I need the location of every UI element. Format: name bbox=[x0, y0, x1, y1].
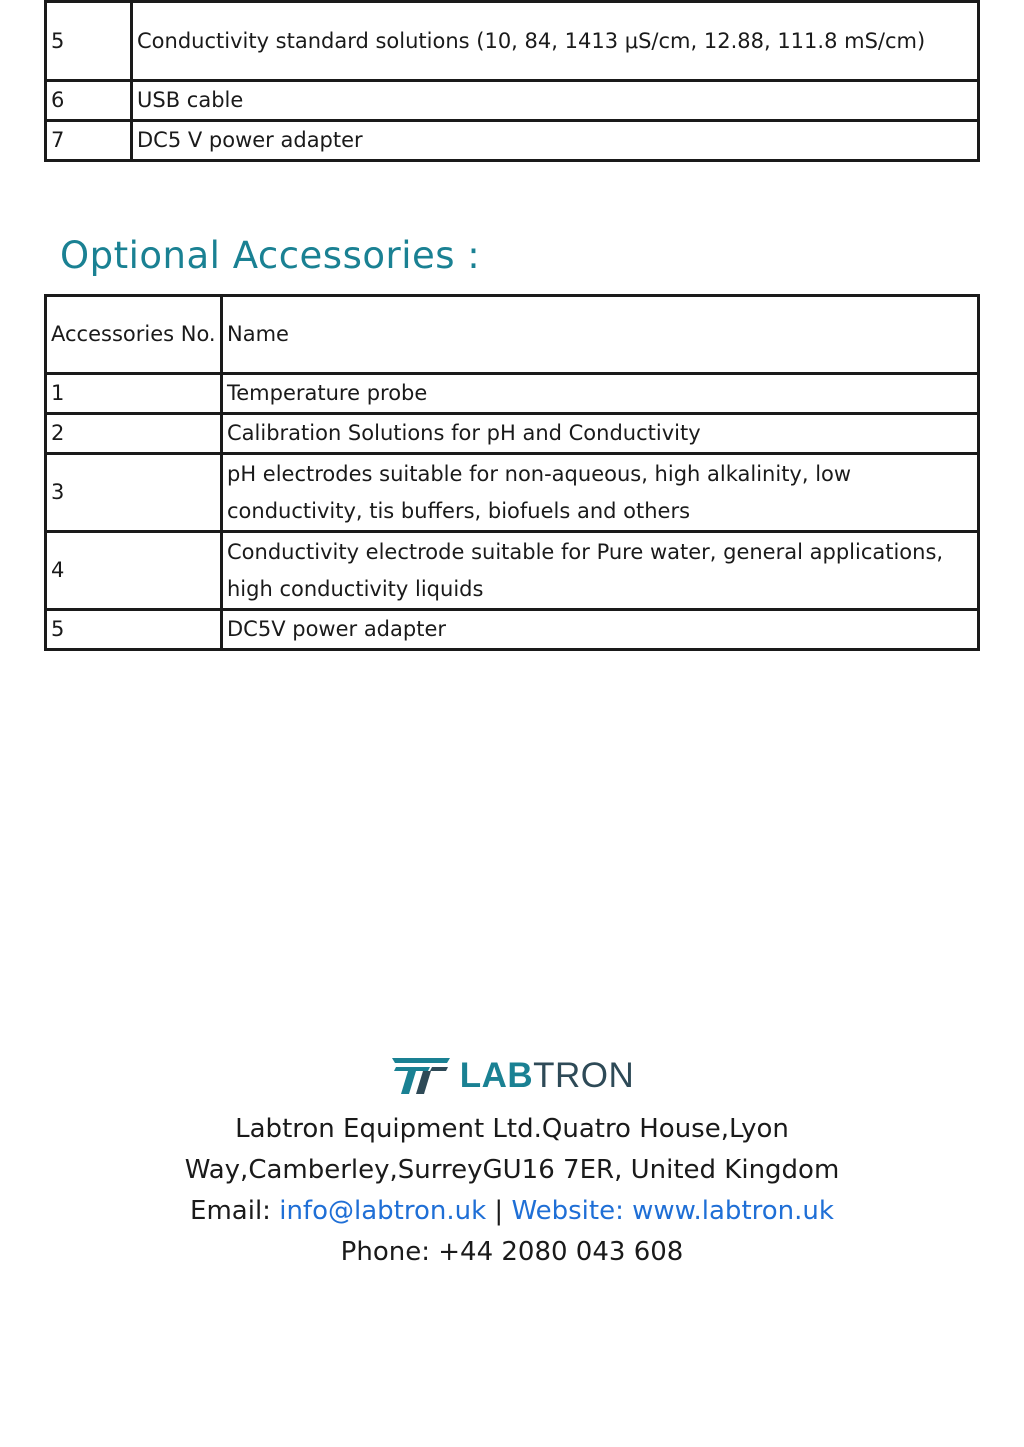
optional-accessories-table bbox=[44, 294, 980, 651]
logo-text-lab: LAB bbox=[459, 1056, 534, 1095]
table-row bbox=[46, 81, 979, 121]
table-row bbox=[46, 414, 979, 454]
separator: | bbox=[494, 1196, 504, 1226]
item-no-cell: 7 bbox=[46, 121, 132, 161]
accessory-no-cell: 1 bbox=[46, 374, 222, 414]
accessory-name-cell: Calibration Solutions for pH and Conductivity bbox=[222, 414, 979, 454]
item-name-cell: USB cable bbox=[132, 81, 979, 121]
accessory-name-cell: Temperature probe bbox=[222, 374, 979, 414]
company-footer bbox=[0, 1050, 1024, 1273]
contact-line bbox=[0, 1191, 1024, 1232]
accessory-no-cell: 5 bbox=[46, 610, 222, 650]
table-row bbox=[46, 2, 979, 81]
logo-text-tron: TRON bbox=[533, 1056, 635, 1095]
table-row bbox=[46, 121, 979, 161]
table-row bbox=[46, 374, 979, 414]
item-no-cell: 6 bbox=[46, 81, 132, 121]
item-no-cell: 5 bbox=[46, 2, 132, 81]
table-row bbox=[46, 610, 979, 650]
phone-line: Phone: +44 2080 043 608 bbox=[340, 1237, 684, 1267]
header-accessories-no: Accessories No. bbox=[46, 296, 222, 374]
accessory-name-cell: pH electrodes suitable for non-aqueous, high alkalinity, low conductivity, tis buffers, biofuels and others bbox=[222, 454, 979, 532]
header-name: Name bbox=[222, 296, 979, 374]
accessory-name-cell: DC5V power adapter bbox=[222, 610, 979, 650]
email-label: Email: bbox=[190, 1196, 271, 1226]
accessory-no-cell: 2 bbox=[46, 414, 222, 454]
website-link[interactable]: Website: www.labtron.uk bbox=[511, 1196, 834, 1226]
table-row bbox=[46, 532, 979, 610]
accessory-no-cell: 4 bbox=[46, 532, 222, 610]
optional-accessories-heading: Optional Accessories : bbox=[60, 234, 481, 277]
included-items-table bbox=[44, 0, 980, 162]
table-row bbox=[46, 454, 979, 532]
labtron-logo bbox=[390, 1050, 635, 1102]
labtron-logo-icon bbox=[390, 1056, 452, 1096]
item-name-cell: Conductivity standard solutions (10, 84, 1413 μS/cm, 12.88, 111.8 mS/cm) bbox=[132, 2, 979, 81]
address-line-1: Labtron Equipment Ltd.Quatro House,Lyon bbox=[235, 1114, 789, 1144]
item-name-cell: DC5 V power adapter bbox=[132, 121, 979, 161]
accessory-no-cell: 3 bbox=[46, 454, 222, 532]
labtron-wordmark bbox=[460, 1050, 635, 1102]
table-header-row bbox=[46, 296, 979, 374]
accessory-name-cell: Conductivity electrode suitable for Pure water, general applications, high conductivity liquids bbox=[222, 532, 979, 610]
address-line-2: Way,Camberley,SurreyGU16 7ER, United Kingdom bbox=[184, 1155, 840, 1185]
email-link[interactable]: info@labtron.uk bbox=[279, 1196, 487, 1226]
